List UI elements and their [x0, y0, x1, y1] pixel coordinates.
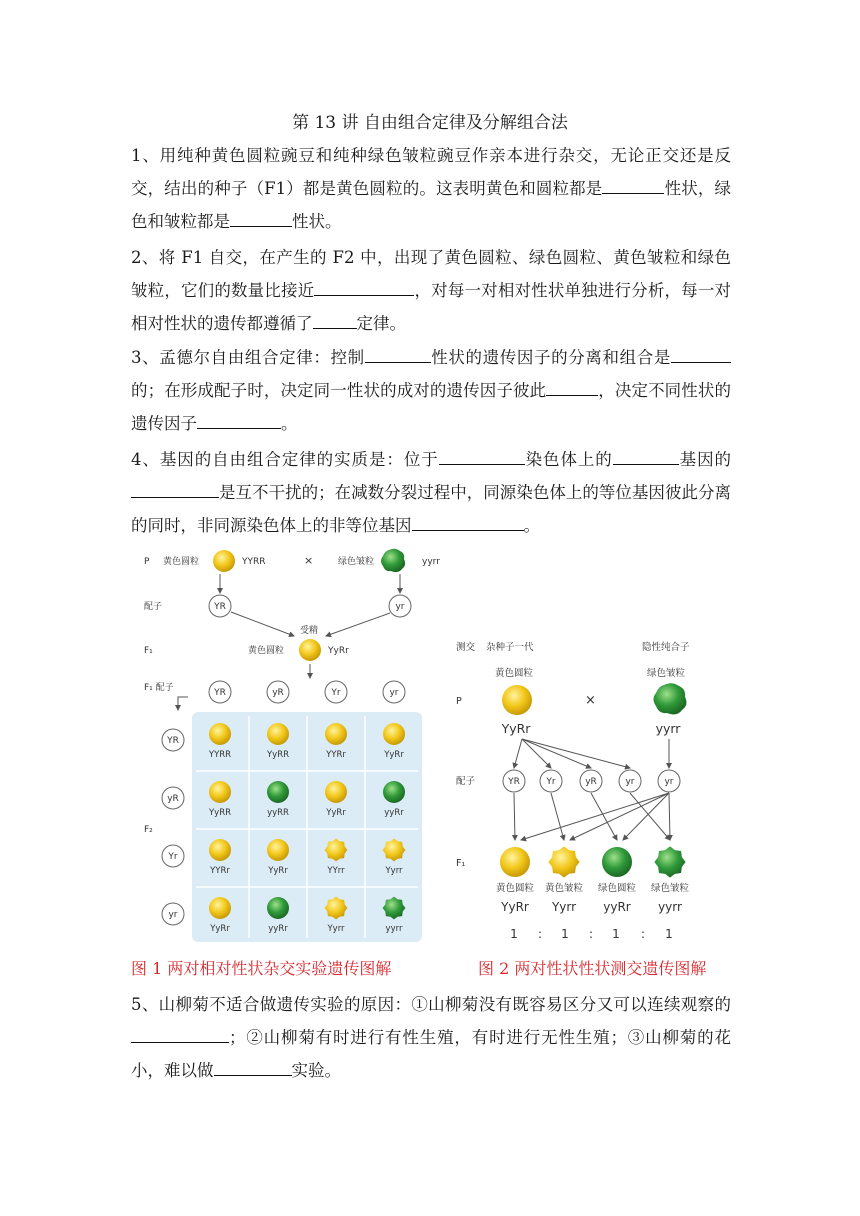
offspring-yyRr: [598, 847, 637, 914]
q5-text: 实验。: [291, 1061, 341, 1080]
q2-text: ，对每一对相对性状单独进行分析，每一对相对性状的遗传都遵循了: [131, 281, 732, 333]
cell-genotype: YyRR: [266, 750, 290, 760]
p-label: P: [456, 696, 462, 707]
genetics-diagrams: [130, 540, 730, 950]
seed-icon: [267, 839, 289, 861]
punnett-cell: [209, 839, 231, 876]
question-2: [131, 241, 731, 340]
cell-genotype: yyRR: [267, 808, 289, 818]
blank[interactable]: [131, 480, 219, 498]
offspring-genotype: Yyrr: [551, 900, 577, 914]
blank[interactable]: [365, 345, 431, 363]
gamete-text: yR: [272, 688, 284, 698]
row-gamete-Yr: [162, 845, 184, 867]
punnett-cell: [267, 839, 289, 876]
q1-text: 性状。: [292, 212, 342, 231]
p1-genotype: YyRr: [501, 721, 531, 736]
figure-1: [144, 549, 440, 942]
offspring-seed-icon: [654, 846, 685, 877]
parent-2-phenotype: 绿色皱粒: [338, 557, 375, 567]
blank[interactable]: [671, 345, 731, 363]
p1-phenotype: 黄色圆粒: [495, 668, 534, 679]
gamete-YR: YR: [214, 602, 226, 612]
blank[interactable]: [230, 209, 292, 227]
offspring-seed-icon: [548, 846, 579, 877]
cell-genotype: YYRr: [326, 750, 346, 760]
q4-text: 是互不干扰的；在减数分裂过程中，同源染色体上的等位基因彼此分离的同时，非同源染色体上的非等位基因: [131, 483, 731, 535]
offspring-yyrr: [651, 846, 690, 914]
gamete-text: yr: [168, 910, 178, 920]
cross-symbol: ×: [585, 693, 596, 708]
offspring-phenotype: 黄色皱粒: [544, 883, 584, 894]
cell-genotype: YyRr: [326, 808, 346, 818]
ratio-token: :: [588, 927, 594, 941]
cell-genotype: yyRr: [384, 808, 404, 818]
q2-text: 定律。: [356, 314, 406, 333]
q3-text: ，决定不同性状的遗传因子: [131, 381, 732, 433]
column-gamete-yr: [383, 681, 405, 703]
test-cross-offspring: [496, 846, 690, 914]
yellow-round-seed-icon: [213, 550, 235, 572]
blank[interactable]: [131, 1025, 229, 1043]
test-gamete-yr: [619, 770, 641, 792]
cell-genotype: YYRr: [210, 866, 230, 876]
gamete-label: 配子: [456, 776, 476, 787]
punnett-cell: [267, 897, 289, 934]
f2-label: F₂: [144, 825, 153, 835]
offspring-arrows: [514, 793, 670, 840]
q4-text: 染色体上的: [524, 450, 613, 469]
ratio-token: 1: [510, 927, 518, 941]
seed-icon: [325, 723, 347, 745]
seed-icon: [383, 897, 406, 920]
seed-icon: [267, 897, 289, 919]
offspring-phenotype: 绿色皱粒: [650, 883, 690, 894]
page-title: 第 13 讲 自由组合定律及分解组合法: [292, 113, 568, 133]
gamete-text: Yr: [331, 688, 341, 698]
blank[interactable]: [197, 411, 281, 429]
blank[interactable]: [602, 176, 664, 194]
gamete-text: yr: [389, 688, 399, 698]
offspring-phenotype: 黄色圆粒: [495, 883, 535, 894]
cross-symbol: ×: [304, 554, 314, 567]
gamete-text: YR: [508, 777, 520, 787]
gamete-text: Yr: [546, 777, 556, 787]
seed-icon: [325, 781, 347, 803]
test-gamete-YR: [503, 770, 525, 792]
cell-genotype: YYrr: [327, 866, 345, 876]
f1-seed-icon: [299, 639, 321, 661]
ratio-row: [510, 927, 673, 941]
cell-genotype: YyRr: [210, 924, 230, 934]
punnett-cell: [383, 839, 406, 876]
q5-text: ；②山柳菊有时进行有性生殖，有时进行无性生殖；③山柳菊的花小，难以做: [131, 1028, 731, 1080]
gamete-text: yr: [625, 777, 635, 787]
offspring-phenotype: 绿色圆粒: [597, 883, 637, 894]
column-gamete-yR: [267, 681, 289, 703]
cell-genotype: yyRr: [268, 924, 288, 934]
q1-text: 1、用纯种黄色圆粒豌豆和纯种绿色皱粒豌豆作亲本进行杂交，无论正交还是反交，结出的种子（F1）都是黄色圆粒的。这表明黄色和圆粒都是: [131, 146, 731, 198]
seed-icon: [383, 839, 406, 862]
parent-1-genotype: YYRR: [242, 557, 266, 567]
question-1: [131, 139, 731, 238]
ratio-token: 1: [612, 927, 620, 941]
p2-phenotype: 绿色皱粒: [647, 668, 686, 679]
blank[interactable]: [439, 447, 525, 465]
cell-genotype: YyRr: [268, 866, 288, 876]
blank[interactable]: [313, 311, 357, 329]
offspring-YyRr: [496, 847, 535, 914]
q5-text: 5、山柳菊不适合做遗传实验的原因：①山柳菊没有既容易区分又可以连续观察的: [131, 995, 731, 1014]
p-label: P: [144, 557, 150, 567]
seed-icon: [209, 781, 231, 803]
q3-text: 。: [281, 414, 298, 433]
test-cross-gametes: [503, 770, 680, 792]
column-gamete-Yr: [325, 681, 347, 703]
seed-icon: [383, 723, 405, 745]
gamete-text: yR: [585, 777, 597, 787]
green-wrinkled-seed-icon: [381, 549, 405, 572]
figure-2: [456, 641, 690, 941]
row-gamete-yR: [162, 787, 184, 809]
f1-label: F₁: [144, 646, 153, 656]
punnett-cell: [209, 897, 231, 934]
test-gamete-yR: [580, 770, 602, 792]
seed-icon: [209, 723, 231, 745]
cell-genotype: Yyrr: [327, 924, 345, 934]
blank[interactable]: [412, 513, 524, 531]
gamete-arrows: [514, 739, 669, 768]
q4-text: 。: [523, 516, 540, 535]
test-gamete-Yr: [540, 770, 562, 792]
seed-icon: [267, 781, 289, 803]
ratio-token: 1: [561, 927, 569, 941]
offspring-seed-icon: [500, 847, 530, 877]
punnett-cell: [383, 723, 405, 760]
blank[interactable]: [546, 378, 598, 396]
punnett-cell: [325, 723, 347, 760]
f1-gamete-label: F₁ 配子: [144, 683, 174, 693]
cell-genotype: Yyrr: [385, 866, 403, 876]
q3-text: 性状的遗传因子的分离和组合是: [430, 348, 671, 367]
recessive-label: 隐性纯合子: [642, 642, 690, 653]
cell-genotype: YyRR: [208, 808, 232, 818]
offspring-Yyrr: [545, 846, 584, 914]
yellow-round-seed-icon: [502, 685, 532, 715]
gamete-text: YR: [214, 688, 226, 698]
gamete-text: YR: [167, 736, 179, 746]
fertilization-label: 受精: [300, 626, 319, 636]
gamete-text: Yr: [168, 852, 178, 862]
f1-label: F₁: [456, 858, 466, 869]
question-4: [131, 443, 731, 542]
gamete-text: yr: [664, 777, 674, 787]
seed-icon: [267, 723, 289, 745]
hybrid-label: 杂种子一代: [486, 642, 534, 653]
ratio-token: :: [537, 927, 543, 941]
q4-text: 基因的: [678, 450, 732, 469]
punnett-cell: [383, 897, 406, 934]
q3-text: 3、孟德尔自由组合定律：控制: [131, 348, 365, 367]
gamete-yr: yr: [395, 602, 405, 612]
q1-text: 性状，绿色和皱粒都是: [131, 179, 732, 231]
parent-1-phenotype: 黄色圆粒: [163, 557, 200, 567]
seed-icon: [325, 839, 348, 862]
offspring-seed-icon: [602, 847, 632, 877]
offspring-genotype: yyRr: [603, 900, 631, 914]
blank[interactable]: [214, 1058, 292, 1076]
figures: [130, 540, 730, 950]
q2-text: 2、将 F1 自交，在产生的 F2 中，出现了黄色圆粒、绿色圆粒、黄色皱粒和绿色皱粒，它们的数量比接近: [131, 248, 731, 300]
punnett-cell: [325, 781, 347, 818]
gamete-label: 配子: [144, 602, 163, 612]
punnett-row-headers: [162, 729, 184, 925]
q3-text: 的；在形成配子时，决定同一性状的成对的遗传因子彼此: [131, 381, 547, 400]
question-5: [131, 988, 731, 1087]
cell-genotype: YyRr: [384, 750, 404, 760]
blank[interactable]: [613, 447, 679, 465]
ratio-token: 1: [665, 927, 673, 941]
f1-phenotype: 黄色圆粒: [248, 646, 285, 656]
seed-icon: [383, 781, 405, 803]
offspring-genotype: yyrr: [658, 900, 682, 914]
p2-genotype: yyrr: [655, 721, 681, 736]
punnett-column-headers: [209, 681, 405, 703]
figure-2-caption: 图 2 两对性状性状测交遗传图解: [478, 959, 707, 978]
parent-2-genotype: yyrr: [422, 557, 440, 567]
punnett-cell: [383, 781, 405, 818]
seed-icon: [209, 839, 231, 861]
test-cross-label: 测交: [456, 642, 476, 653]
figure-1-caption: 图 1 两对相对性状杂交实验遗传图解: [131, 959, 392, 978]
punnett-cell: [325, 897, 348, 934]
punnett-cell: [267, 781, 289, 818]
q4-text: 4、基因的自由组合定律的实质是：位于: [131, 450, 439, 469]
blank[interactable]: [314, 278, 414, 296]
cell-genotype: yyrr: [385, 924, 403, 934]
row-gamete-YR: [162, 729, 184, 751]
seed-icon: [325, 897, 348, 920]
seed-icon: [209, 897, 231, 919]
f1-genotype: YyRr: [328, 646, 349, 656]
row-gamete-yr: [162, 903, 184, 925]
ratio-token: :: [640, 927, 646, 941]
test-gamete-yr: [658, 770, 680, 792]
green-wrinkled-seed-icon: [654, 683, 687, 714]
cell-genotype: YYRR: [208, 750, 232, 760]
gamete-text: yR: [167, 794, 179, 804]
punnett-cell: [325, 839, 348, 876]
offspring-genotype: YyRr: [501, 900, 529, 914]
question-3: [131, 341, 731, 440]
column-gamete-YR: [209, 681, 231, 703]
